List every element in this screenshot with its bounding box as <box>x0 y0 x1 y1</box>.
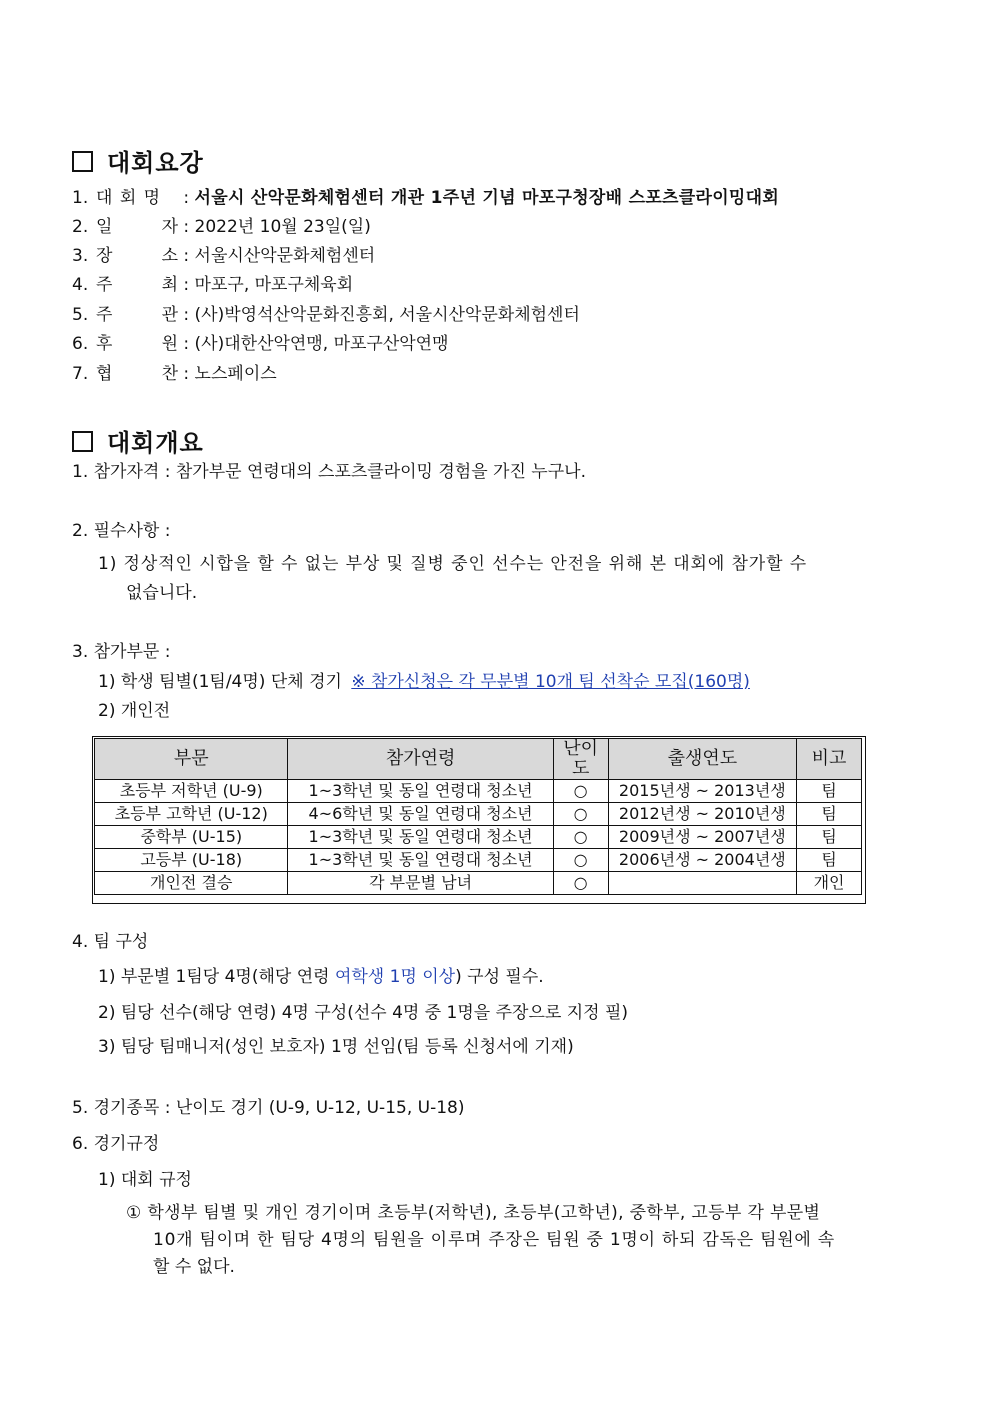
outline-item-label: 협 찬 <box>96 364 178 384</box>
outline-item-number: 1. <box>72 188 89 208</box>
colon: : <box>178 246 195 266</box>
cell-difficulty: ○ <box>553 780 608 803</box>
cell-division: 초등부 고학년 (U-12) <box>95 803 288 826</box>
cell-age: 각 부문별 남녀 <box>288 872 553 895</box>
cell-birth-year: 2009년생 ~ 2007년생 <box>608 826 797 849</box>
colon: : <box>178 364 195 384</box>
section-title: 대회요강 <box>107 149 204 177</box>
table-header-row <box>95 739 862 780</box>
division-table <box>94 738 862 895</box>
outline-item-label: 대 회 명 <box>96 188 161 208</box>
cell-birth-year: 2012년생 ~ 2010년생 <box>608 803 797 826</box>
team-1 <box>98 967 544 987</box>
cell-note: 개인 <box>797 872 862 895</box>
table-row <box>95 780 862 803</box>
outline-item-number: 6. <box>72 334 89 354</box>
outline-item-value: (사)대한산악연맹, 마포구산악연맹 <box>194 334 449 354</box>
outline-item-label: 주 최 <box>96 275 178 295</box>
team-2: 2) 팀당 선수(해당 연령) 4명 구성(선수 4명 중 1명을 주장으로 지정 필) <box>98 1003 628 1023</box>
outline-item-label: 일 자 <box>96 217 178 237</box>
rule-1: ① 학생부 팀별 및 개인 경기이며 초등부(저학년), 초등부(고학년), 중학부, 고등부 각 부문별 <box>126 1203 821 1223</box>
outline-item-number: 2. <box>72 217 89 237</box>
outline-item-value: 노스페이스 <box>194 364 277 384</box>
header-birth-year: 출생연도 <box>608 739 797 780</box>
header-difficulty-line1: 난이 <box>563 738 599 759</box>
team-title: 4. 팀 구성 <box>72 932 149 952</box>
checkbox-square-icon <box>72 431 93 452</box>
outline-item <box>72 334 449 354</box>
requirement-1: 1) 정상적인 시합을 할 수 없는 부상 및 질병 중인 선수는 안전을 위해 본 대회에 참가할 수 <box>98 554 808 574</box>
table-row <box>95 803 862 826</box>
outline-item-number: 3. <box>72 246 89 266</box>
team-1-highlight: 여학생 1명 이상 <box>334 967 456 987</box>
cell-difficulty: ○ <box>553 872 608 895</box>
outline-item-value: 서울시산악문화체험센터 <box>194 246 376 266</box>
cell-age: 1~3학년 및 동일 연령대 청소년 <box>288 826 553 849</box>
cell-division: 초등부 저학년 (U-9) <box>95 780 288 803</box>
header-difficulty-line2: 도 <box>571 758 590 779</box>
outline-item-value: 마포구, 마포구체육회 <box>194 275 354 295</box>
outline-item-value: (사)박영석산악문화진흥회, 서울시산악문화체험센터 <box>194 305 580 325</box>
section-heading-outline <box>72 143 204 178</box>
colon: : <box>178 217 195 237</box>
cell-difficulty: ○ <box>553 826 608 849</box>
outline-item-value: 서울시 산악문화체험센터 개관 1주년 기념 마포구청장배 스포츠클라이밍대회 <box>194 188 780 208</box>
outline-item-value: 2022년 10월 23일(일) <box>194 217 371 237</box>
outline-item-label: 후 원 <box>96 334 178 354</box>
section-heading-overview <box>72 423 204 458</box>
outline-item-number: 7. <box>72 364 89 384</box>
cell-age: 1~3학년 및 동일 연령대 청소년 <box>288 780 553 803</box>
outline-item <box>72 246 375 266</box>
header-difficulty <box>553 739 608 780</box>
outline-item <box>72 275 353 295</box>
eligibility: 1. 참가자격 : 참가부문 연령대의 스포츠클라이밍 경험을 가진 누구나. <box>72 462 586 482</box>
cell-difficulty: ○ <box>553 803 608 826</box>
requirement-1-cont: 없습니다. <box>126 583 198 603</box>
team-3: 3) 팀당 팀매니저(성인 보호자) 1명 선임(팀 등록 신청서에 기재) <box>98 1037 574 1057</box>
cell-birth-year <box>608 872 797 895</box>
cell-difficulty: ○ <box>553 849 608 872</box>
cell-division: 고등부 (U-18) <box>95 849 288 872</box>
header-age: 참가연령 <box>288 739 553 780</box>
header-note: 비고 <box>797 739 862 780</box>
cell-age: 1~3학년 및 동일 연령대 청소년 <box>288 849 553 872</box>
rule-1-cont: 10개 팀이며 한 팀당 4명의 팀원을 이루며 주장은 팀원 중 1명이 하되 감독은 팀원에 속 <box>153 1230 835 1250</box>
table-row <box>95 826 862 849</box>
outline-item <box>72 305 580 325</box>
outline-item <box>72 364 277 384</box>
team-1-post: ) 구성 필수. <box>455 967 544 987</box>
rules-sub: 1) 대회 규정 <box>98 1170 192 1190</box>
cell-division: 중학부 (U-15) <box>95 826 288 849</box>
table-body <box>95 780 862 895</box>
header-division: 부문 <box>95 739 288 780</box>
division-2: 2) 개인전 <box>98 701 171 721</box>
cell-note: 팀 <box>797 826 862 849</box>
outline-item <box>72 217 371 237</box>
rules-title: 6. 경기규정 <box>72 1134 160 1154</box>
section-title: 대회개요 <box>107 429 204 457</box>
outline-item-number: 4. <box>72 275 89 295</box>
colon: : <box>178 188 195 208</box>
rule-1-cont2: 할 수 없다. <box>153 1257 235 1277</box>
cell-division: 개인전 결승 <box>95 872 288 895</box>
outline-item-number: 5. <box>72 305 89 325</box>
cell-birth-year: 2006년생 ~ 2004년생 <box>608 849 797 872</box>
outline-item-label: 장 소 <box>96 246 178 266</box>
event: 5. 경기종목 : 난이도 경기 (U-9, U-12, U-15, U-18) <box>72 1098 465 1118</box>
division-1-text: 1) 학생 팀별(1팀/4명) 단체 경기 <box>98 672 348 692</box>
cell-birth-year: 2015년생 ~ 2013년생 <box>608 780 797 803</box>
table-row <box>95 849 862 872</box>
team-1-pre: 1) 부문별 1팀당 4명(해당 연령 <box>98 967 335 987</box>
outline-item-label: 주 관 <box>96 305 178 325</box>
cell-age: 4~6학년 및 동일 연령대 청소년 <box>288 803 553 826</box>
cell-note: 팀 <box>797 780 862 803</box>
division-1 <box>98 672 750 692</box>
divisions-title: 3. 참가부문 : <box>72 642 171 662</box>
checkbox-square-icon <box>72 151 93 172</box>
outline-item <box>72 188 779 208</box>
requirements-title: 2. 필수사항 : <box>72 521 171 541</box>
colon: : <box>178 334 195 354</box>
colon: : <box>178 275 195 295</box>
table-row <box>95 872 862 895</box>
colon: : <box>178 305 195 325</box>
cell-note: 팀 <box>797 849 862 872</box>
division-1-note: ※ 참가신청은 각 무분별 10개 팀 선착순 모집(160명) <box>351 672 750 692</box>
cell-note: 팀 <box>797 803 862 826</box>
